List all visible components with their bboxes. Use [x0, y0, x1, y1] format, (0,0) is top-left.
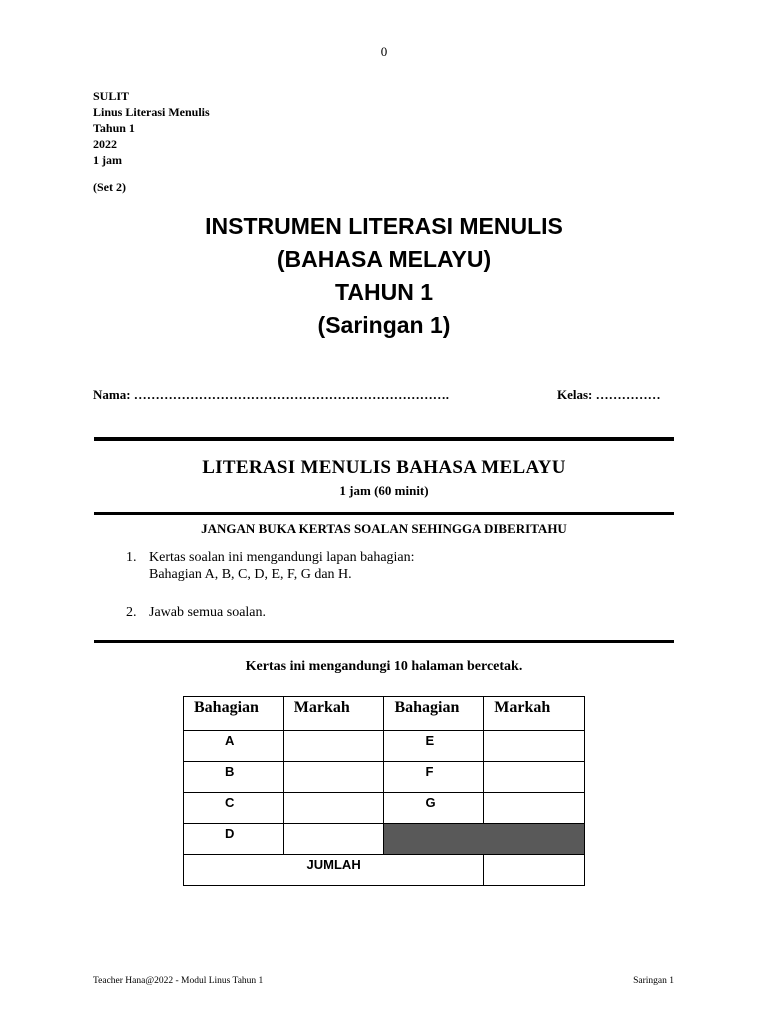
year-label: Tahun 1: [93, 121, 135, 135]
section-code: D: [184, 824, 284, 855]
warning-text: JANGAN BUKA KERTAS SOALAN SEHINGGA DIBERITAHU: [201, 521, 567, 536]
total-marks-cell: [484, 855, 585, 886]
pages-note: Kertas ini mengandungi 10 halaman bercetak.: [245, 659, 523, 674]
header-bahagian: Bahagian: [384, 697, 484, 731]
module-label: Linus Literasi Menulis: [93, 105, 210, 119]
subject-duration: 1 jam (60 minit): [339, 483, 429, 498]
title-line-2: (BAHASA MELAYU): [276, 246, 492, 272]
section-code: A: [184, 731, 284, 762]
divider-top: [94, 437, 674, 441]
title-line-1: INSTRUMEN LITERASI MENULIS: [205, 213, 563, 239]
section-code: E: [384, 731, 484, 762]
page-title: [0, 210, 768, 342]
marks-cell: [484, 731, 585, 762]
table-header-row: [184, 697, 585, 731]
footer-left: Teacher Hana@2022 - Modul Linus Tahun 1: [93, 976, 264, 986]
instruction-number: 2.: [126, 605, 137, 620]
instruction-item: [126, 604, 266, 621]
date-label: 2022: [93, 137, 117, 151]
set-label: (Set 2): [93, 180, 126, 194]
instruction-item: [126, 549, 415, 583]
section-code: C: [184, 793, 284, 824]
table-total-row: [184, 855, 585, 886]
marks-table: [183, 696, 585, 886]
divider-middle: [94, 512, 674, 515]
table-row: [184, 762, 585, 793]
shaded-cell: [384, 824, 585, 855]
footer-right: Saringan 1: [633, 976, 674, 986]
table-row: [184, 824, 585, 855]
section-code: B: [184, 762, 284, 793]
instruction-text: Jawab semua soalan.: [149, 605, 267, 620]
marks-cell: [283, 762, 384, 793]
marks-cell: [283, 824, 384, 855]
class-field: Kelas: ……………: [557, 387, 661, 402]
marks-cell: [484, 793, 585, 824]
duration-label: 1 jam: [93, 153, 122, 167]
exam-meta: [93, 88, 210, 168]
table-row: [184, 731, 585, 762]
section-code: F: [384, 762, 484, 793]
marks-cell: [283, 793, 384, 824]
header-bahagian: Bahagian: [184, 697, 284, 731]
title-line-3: TAHUN 1: [335, 279, 433, 305]
divider-bottom: [94, 640, 674, 643]
page-number: 0: [380, 44, 388, 59]
classification-label: SULIT: [93, 89, 130, 103]
marks-cell: [484, 762, 585, 793]
instruction-text-continued: Bahagian A, B, C, D, E, F, G dan H.: [149, 567, 352, 582]
section-code: G: [384, 793, 484, 824]
instruction-text: Kertas soalan ini mengandungi lapan bahagian:: [149, 550, 415, 565]
header-markah: Markah: [484, 697, 585, 731]
instruction-number: 1.: [126, 550, 137, 565]
title-line-4: (Saringan 1): [317, 312, 451, 338]
name-field: Nama: ……………………………………………………………….: [93, 387, 450, 402]
marks-cell: [283, 731, 384, 762]
total-label: JUMLAH: [184, 855, 484, 886]
subject-title: LITERASI MENULIS BAHASA MELAYU: [202, 457, 566, 478]
header-markah: Markah: [283, 697, 384, 731]
table-row: [184, 793, 585, 824]
